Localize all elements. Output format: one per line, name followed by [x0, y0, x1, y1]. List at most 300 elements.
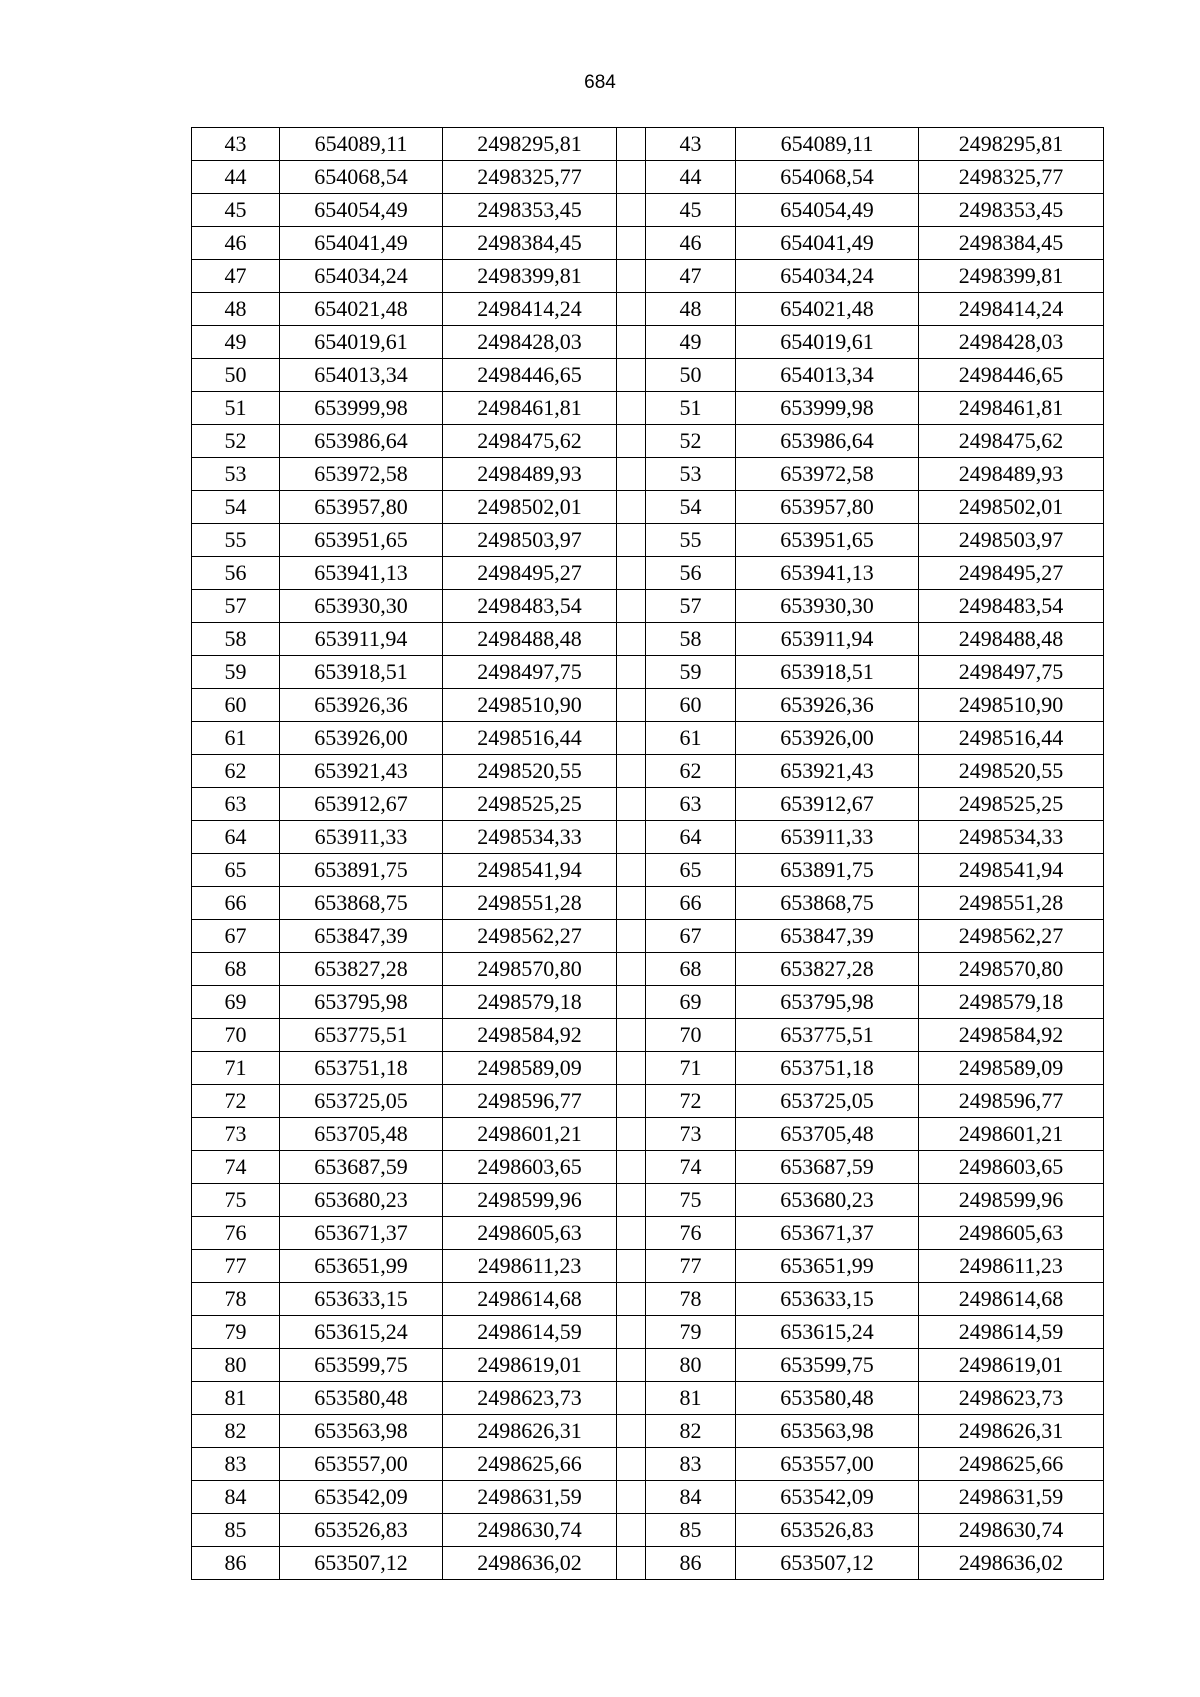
y-coordinate-left: 2498399,81 — [443, 260, 617, 293]
x-coordinate-left: 654041,49 — [280, 227, 443, 260]
table-row — [192, 1250, 1104, 1283]
point-number-left: 71 — [192, 1052, 280, 1085]
point-number-left: 43 — [192, 128, 280, 161]
x-coordinate-right: 653930,30 — [736, 590, 919, 623]
separator-cell — [617, 392, 646, 425]
y-coordinate-left: 2498619,01 — [443, 1349, 617, 1382]
y-coordinate-left: 2498495,27 — [443, 557, 617, 590]
table-row — [192, 1481, 1104, 1514]
separator-cell — [617, 1448, 646, 1481]
point-number-right: 67 — [646, 920, 736, 953]
x-coordinate-right: 653912,67 — [736, 788, 919, 821]
x-coordinate-right: 654021,48 — [736, 293, 919, 326]
point-number-right: 47 — [646, 260, 736, 293]
y-coordinate-right: 2498446,65 — [919, 359, 1104, 392]
point-number-left: 47 — [192, 260, 280, 293]
point-number-right: 63 — [646, 788, 736, 821]
point-number-left: 65 — [192, 854, 280, 887]
x-coordinate-left: 654034,24 — [280, 260, 443, 293]
table-row — [192, 392, 1104, 425]
x-coordinate-left: 653930,30 — [280, 590, 443, 623]
separator-cell — [617, 1481, 646, 1514]
separator-cell — [617, 1151, 646, 1184]
point-number-right: 43 — [646, 128, 736, 161]
y-coordinate-left: 2498625,66 — [443, 1448, 617, 1481]
y-coordinate-left: 2498489,93 — [443, 458, 617, 491]
x-coordinate-right: 653507,12 — [736, 1547, 919, 1580]
x-coordinate-right: 653526,83 — [736, 1514, 919, 1547]
table-row — [192, 1382, 1104, 1415]
y-coordinate-left: 2498414,24 — [443, 293, 617, 326]
separator-cell — [617, 1514, 646, 1547]
point-number-left: 82 — [192, 1415, 280, 1448]
separator-cell — [617, 623, 646, 656]
y-coordinate-left: 2498502,01 — [443, 491, 617, 524]
x-coordinate-left: 653557,00 — [280, 1448, 443, 1481]
table-row — [192, 854, 1104, 887]
x-coordinate-left: 653680,23 — [280, 1184, 443, 1217]
table-row — [192, 1349, 1104, 1382]
y-coordinate-right: 2498497,75 — [919, 656, 1104, 689]
x-coordinate-left: 653921,43 — [280, 755, 443, 788]
x-coordinate-right: 653951,65 — [736, 524, 919, 557]
y-coordinate-right: 2498611,23 — [919, 1250, 1104, 1283]
table-row — [192, 689, 1104, 722]
y-coordinate-left: 2498516,44 — [443, 722, 617, 755]
table-row — [192, 1184, 1104, 1217]
table-row — [192, 128, 1104, 161]
x-coordinate-left: 653751,18 — [280, 1052, 443, 1085]
table-row — [192, 1217, 1104, 1250]
x-coordinate-left: 653563,98 — [280, 1415, 443, 1448]
point-number-right: 68 — [646, 953, 736, 986]
y-coordinate-right: 2498625,66 — [919, 1448, 1104, 1481]
table-row — [192, 1118, 1104, 1151]
y-coordinate-left: 2498630,74 — [443, 1514, 617, 1547]
x-coordinate-left: 653951,65 — [280, 524, 443, 557]
y-coordinate-left: 2498510,90 — [443, 689, 617, 722]
point-number-right: 62 — [646, 755, 736, 788]
separator-cell — [617, 1217, 646, 1250]
x-coordinate-right: 653671,37 — [736, 1217, 919, 1250]
x-coordinate-left: 653633,15 — [280, 1283, 443, 1316]
x-coordinate-left: 653926,00 — [280, 722, 443, 755]
y-coordinate-right: 2498570,80 — [919, 953, 1104, 986]
separator-cell — [617, 128, 646, 161]
x-coordinate-right: 653563,98 — [736, 1415, 919, 1448]
y-coordinate-left: 2498475,62 — [443, 425, 617, 458]
point-number-right: 44 — [646, 161, 736, 194]
x-coordinate-right: 653725,05 — [736, 1085, 919, 1118]
point-number-right: 52 — [646, 425, 736, 458]
y-coordinate-right: 2498584,92 — [919, 1019, 1104, 1052]
x-coordinate-left: 653957,80 — [280, 491, 443, 524]
separator-cell — [617, 1415, 646, 1448]
separator-cell — [617, 689, 646, 722]
x-coordinate-left: 653507,12 — [280, 1547, 443, 1580]
x-coordinate-right: 653911,33 — [736, 821, 919, 854]
y-coordinate-left: 2498570,80 — [443, 953, 617, 986]
y-coordinate-right: 2498579,18 — [919, 986, 1104, 1019]
point-number-left: 74 — [192, 1151, 280, 1184]
point-number-right: 49 — [646, 326, 736, 359]
y-coordinate-right: 2498603,65 — [919, 1151, 1104, 1184]
x-coordinate-left: 653795,98 — [280, 986, 443, 1019]
y-coordinate-left: 2498503,97 — [443, 524, 617, 557]
separator-cell — [617, 524, 646, 557]
y-coordinate-left: 2498384,45 — [443, 227, 617, 260]
x-coordinate-left: 653671,37 — [280, 1217, 443, 1250]
point-number-left: 79 — [192, 1316, 280, 1349]
point-number-right: 76 — [646, 1217, 736, 1250]
x-coordinate-right: 653891,75 — [736, 854, 919, 887]
y-coordinate-right: 2498589,09 — [919, 1052, 1104, 1085]
y-coordinate-left: 2498626,31 — [443, 1415, 617, 1448]
separator-cell — [617, 194, 646, 227]
x-coordinate-right: 653999,98 — [736, 392, 919, 425]
x-coordinate-left: 653986,64 — [280, 425, 443, 458]
table-row — [192, 656, 1104, 689]
x-coordinate-right: 654034,24 — [736, 260, 919, 293]
y-coordinate-left: 2498636,02 — [443, 1547, 617, 1580]
x-coordinate-right: 653986,64 — [736, 425, 919, 458]
point-number-left: 51 — [192, 392, 280, 425]
x-coordinate-right: 654041,49 — [736, 227, 919, 260]
point-number-right: 53 — [646, 458, 736, 491]
point-number-right: 70 — [646, 1019, 736, 1052]
y-coordinate-right: 2498516,44 — [919, 722, 1104, 755]
point-number-left: 45 — [192, 194, 280, 227]
table-row — [192, 1415, 1104, 1448]
x-coordinate-right: 654089,11 — [736, 128, 919, 161]
point-number-left: 56 — [192, 557, 280, 590]
point-number-left: 80 — [192, 1349, 280, 1382]
x-coordinate-left: 653775,51 — [280, 1019, 443, 1052]
y-coordinate-right: 2498520,55 — [919, 755, 1104, 788]
x-coordinate-left: 653918,51 — [280, 656, 443, 689]
x-coordinate-left: 654068,54 — [280, 161, 443, 194]
x-coordinate-left: 653542,09 — [280, 1481, 443, 1514]
point-number-left: 67 — [192, 920, 280, 953]
table-row — [192, 986, 1104, 1019]
separator-cell — [617, 359, 646, 392]
x-coordinate-right: 653911,94 — [736, 623, 919, 656]
point-number-left: 62 — [192, 755, 280, 788]
point-number-left: 58 — [192, 623, 280, 656]
point-number-right: 57 — [646, 590, 736, 623]
point-number-right: 83 — [646, 1448, 736, 1481]
table-row — [192, 1019, 1104, 1052]
separator-cell — [617, 1283, 646, 1316]
point-number-left: 55 — [192, 524, 280, 557]
table-row — [192, 524, 1104, 557]
table-row — [192, 458, 1104, 491]
table-row — [192, 788, 1104, 821]
point-number-right: 60 — [646, 689, 736, 722]
y-coordinate-right: 2498551,28 — [919, 887, 1104, 920]
table-row — [192, 887, 1104, 920]
point-number-left: 70 — [192, 1019, 280, 1052]
y-coordinate-left: 2498483,54 — [443, 590, 617, 623]
x-coordinate-left: 653868,75 — [280, 887, 443, 920]
separator-cell — [617, 1382, 646, 1415]
point-number-right: 54 — [646, 491, 736, 524]
x-coordinate-left: 653972,58 — [280, 458, 443, 491]
x-coordinate-left: 653827,28 — [280, 953, 443, 986]
y-coordinate-right: 2498428,03 — [919, 326, 1104, 359]
table-row — [192, 1052, 1104, 1085]
point-number-left: 57 — [192, 590, 280, 623]
x-coordinate-right: 653921,43 — [736, 755, 919, 788]
separator-cell — [617, 953, 646, 986]
y-coordinate-left: 2498623,73 — [443, 1382, 617, 1415]
point-number-left: 59 — [192, 656, 280, 689]
separator-cell — [617, 590, 646, 623]
table-row — [192, 590, 1104, 623]
y-coordinate-right: 2498599,96 — [919, 1184, 1104, 1217]
x-coordinate-right: 653680,23 — [736, 1184, 919, 1217]
x-coordinate-right: 653926,00 — [736, 722, 919, 755]
point-number-left: 61 — [192, 722, 280, 755]
separator-cell — [617, 458, 646, 491]
x-coordinate-left: 653941,13 — [280, 557, 443, 590]
table-row — [192, 260, 1104, 293]
point-number-right: 61 — [646, 722, 736, 755]
x-coordinate-right: 654054,49 — [736, 194, 919, 227]
point-number-right: 78 — [646, 1283, 736, 1316]
point-number-right: 85 — [646, 1514, 736, 1547]
x-coordinate-left: 653847,39 — [280, 920, 443, 953]
y-coordinate-right: 2498623,73 — [919, 1382, 1104, 1415]
point-number-right: 69 — [646, 986, 736, 1019]
point-number-left: 73 — [192, 1118, 280, 1151]
table-row — [192, 161, 1104, 194]
y-coordinate-right: 2498626,31 — [919, 1415, 1104, 1448]
x-coordinate-right: 654013,34 — [736, 359, 919, 392]
coordinates-table — [191, 127, 1104, 1580]
separator-cell — [617, 161, 646, 194]
table-row — [192, 194, 1104, 227]
y-coordinate-right: 2498614,68 — [919, 1283, 1104, 1316]
y-coordinate-right: 2498295,81 — [919, 128, 1104, 161]
y-coordinate-left: 2498325,77 — [443, 161, 617, 194]
y-coordinate-right: 2498510,90 — [919, 689, 1104, 722]
point-number-right: 80 — [646, 1349, 736, 1382]
x-coordinate-right: 653557,00 — [736, 1448, 919, 1481]
x-coordinate-right: 653941,13 — [736, 557, 919, 590]
x-coordinate-right: 653687,59 — [736, 1151, 919, 1184]
separator-cell — [617, 557, 646, 590]
table-row — [192, 1448, 1104, 1481]
point-number-left: 49 — [192, 326, 280, 359]
y-coordinate-right: 2498461,81 — [919, 392, 1104, 425]
y-coordinate-left: 2498584,92 — [443, 1019, 617, 1052]
x-coordinate-left: 653651,99 — [280, 1250, 443, 1283]
x-coordinate-left: 654054,49 — [280, 194, 443, 227]
y-coordinate-left: 2498497,75 — [443, 656, 617, 689]
x-coordinate-right: 653633,15 — [736, 1283, 919, 1316]
y-coordinate-left: 2498614,68 — [443, 1283, 617, 1316]
separator-cell — [617, 887, 646, 920]
y-coordinate-right: 2498489,93 — [919, 458, 1104, 491]
separator-cell — [617, 1052, 646, 1085]
separator-cell — [617, 656, 646, 689]
point-number-right: 86 — [646, 1547, 736, 1580]
y-coordinate-right: 2498541,94 — [919, 854, 1104, 887]
y-coordinate-left: 2498599,96 — [443, 1184, 617, 1217]
separator-cell — [617, 491, 646, 524]
y-coordinate-right: 2498414,24 — [919, 293, 1104, 326]
y-coordinate-right: 2498384,45 — [919, 227, 1104, 260]
table-row — [192, 623, 1104, 656]
table-row — [192, 1547, 1104, 1580]
y-coordinate-left: 2498295,81 — [443, 128, 617, 161]
x-coordinate-right: 653651,99 — [736, 1250, 919, 1283]
separator-cell — [617, 227, 646, 260]
separator-cell — [617, 821, 646, 854]
x-coordinate-left: 653615,24 — [280, 1316, 443, 1349]
y-coordinate-left: 2498579,18 — [443, 986, 617, 1019]
x-coordinate-right: 653847,39 — [736, 920, 919, 953]
y-coordinate-right: 2498631,59 — [919, 1481, 1104, 1514]
separator-cell — [617, 1118, 646, 1151]
separator-cell — [617, 1250, 646, 1283]
table-row — [192, 1283, 1104, 1316]
point-number-right: 45 — [646, 194, 736, 227]
x-coordinate-left: 654021,48 — [280, 293, 443, 326]
point-number-left: 60 — [192, 689, 280, 722]
point-number-left: 44 — [192, 161, 280, 194]
separator-cell — [617, 260, 646, 293]
table-body — [192, 128, 1104, 1580]
point-number-left: 72 — [192, 1085, 280, 1118]
point-number-left: 64 — [192, 821, 280, 854]
point-number-right: 84 — [646, 1481, 736, 1514]
y-coordinate-left: 2498605,63 — [443, 1217, 617, 1250]
separator-cell — [617, 788, 646, 821]
separator-cell — [617, 1316, 646, 1349]
separator-cell — [617, 326, 646, 359]
x-coordinate-right: 653580,48 — [736, 1382, 919, 1415]
table-row — [192, 1085, 1104, 1118]
y-coordinate-left: 2498353,45 — [443, 194, 617, 227]
x-coordinate-right: 653795,98 — [736, 986, 919, 1019]
x-coordinate-right: 653868,75 — [736, 887, 919, 920]
y-coordinate-right: 2498325,77 — [919, 161, 1104, 194]
y-coordinate-right: 2498636,02 — [919, 1547, 1104, 1580]
x-coordinate-left: 653725,05 — [280, 1085, 443, 1118]
separator-cell — [617, 986, 646, 1019]
point-number-right: 82 — [646, 1415, 736, 1448]
point-number-right: 56 — [646, 557, 736, 590]
y-coordinate-right: 2498503,97 — [919, 524, 1104, 557]
separator-cell — [617, 1085, 646, 1118]
y-coordinate-left: 2498596,77 — [443, 1085, 617, 1118]
table-row — [192, 491, 1104, 524]
y-coordinate-left: 2498520,55 — [443, 755, 617, 788]
point-number-right: 48 — [646, 293, 736, 326]
y-coordinate-right: 2498630,74 — [919, 1514, 1104, 1547]
x-coordinate-left: 653687,59 — [280, 1151, 443, 1184]
table-row — [192, 326, 1104, 359]
x-coordinate-left: 654013,34 — [280, 359, 443, 392]
point-number-left: 69 — [192, 986, 280, 1019]
point-number-left: 77 — [192, 1250, 280, 1283]
x-coordinate-right: 653599,75 — [736, 1349, 919, 1382]
point-number-left: 53 — [192, 458, 280, 491]
point-number-right: 58 — [646, 623, 736, 656]
y-coordinate-left: 2498611,23 — [443, 1250, 617, 1283]
point-number-left: 63 — [192, 788, 280, 821]
point-number-left: 75 — [192, 1184, 280, 1217]
y-coordinate-left: 2498541,94 — [443, 854, 617, 887]
x-coordinate-right: 653926,36 — [736, 689, 919, 722]
point-number-left: 78 — [192, 1283, 280, 1316]
table-row — [192, 1316, 1104, 1349]
separator-cell — [617, 722, 646, 755]
y-coordinate-left: 2498589,09 — [443, 1052, 617, 1085]
point-number-right: 46 — [646, 227, 736, 260]
y-coordinate-left: 2498562,27 — [443, 920, 617, 953]
y-coordinate-right: 2498502,01 — [919, 491, 1104, 524]
y-coordinate-right: 2498601,21 — [919, 1118, 1104, 1151]
point-number-left: 50 — [192, 359, 280, 392]
x-coordinate-right: 654068,54 — [736, 161, 919, 194]
point-number-right: 81 — [646, 1382, 736, 1415]
y-coordinate-left: 2498614,59 — [443, 1316, 617, 1349]
point-number-left: 48 — [192, 293, 280, 326]
x-coordinate-right: 653918,51 — [736, 656, 919, 689]
y-coordinate-left: 2498525,25 — [443, 788, 617, 821]
separator-cell — [617, 1547, 646, 1580]
y-coordinate-left: 2498446,65 — [443, 359, 617, 392]
separator-cell — [617, 920, 646, 953]
table-row — [192, 359, 1104, 392]
table-row — [192, 821, 1104, 854]
point-number-left: 84 — [192, 1481, 280, 1514]
point-number-right: 72 — [646, 1085, 736, 1118]
y-coordinate-left: 2498534,33 — [443, 821, 617, 854]
x-coordinate-right: 653972,58 — [736, 458, 919, 491]
point-number-right: 55 — [646, 524, 736, 557]
y-coordinate-left: 2498601,21 — [443, 1118, 617, 1151]
x-coordinate-left: 653580,48 — [280, 1382, 443, 1415]
point-number-right: 77 — [646, 1250, 736, 1283]
point-number-left: 81 — [192, 1382, 280, 1415]
y-coordinate-left: 2498631,59 — [443, 1481, 617, 1514]
y-coordinate-right: 2498605,63 — [919, 1217, 1104, 1250]
y-coordinate-right: 2498614,59 — [919, 1316, 1104, 1349]
table-row — [192, 1514, 1104, 1547]
point-number-right: 79 — [646, 1316, 736, 1349]
separator-cell — [617, 854, 646, 887]
table-row — [192, 722, 1104, 755]
y-coordinate-right: 2498353,45 — [919, 194, 1104, 227]
x-coordinate-left: 653705,48 — [280, 1118, 443, 1151]
y-coordinate-right: 2498475,62 — [919, 425, 1104, 458]
separator-cell — [617, 1019, 646, 1052]
point-number-left: 68 — [192, 953, 280, 986]
x-coordinate-left: 654089,11 — [280, 128, 443, 161]
x-coordinate-right: 653615,24 — [736, 1316, 919, 1349]
y-coordinate-right: 2498488,48 — [919, 623, 1104, 656]
separator-cell — [617, 1184, 646, 1217]
point-number-left: 54 — [192, 491, 280, 524]
point-number-right: 74 — [646, 1151, 736, 1184]
point-number-left: 85 — [192, 1514, 280, 1547]
y-coordinate-left: 2498428,03 — [443, 326, 617, 359]
y-coordinate-right: 2498619,01 — [919, 1349, 1104, 1382]
